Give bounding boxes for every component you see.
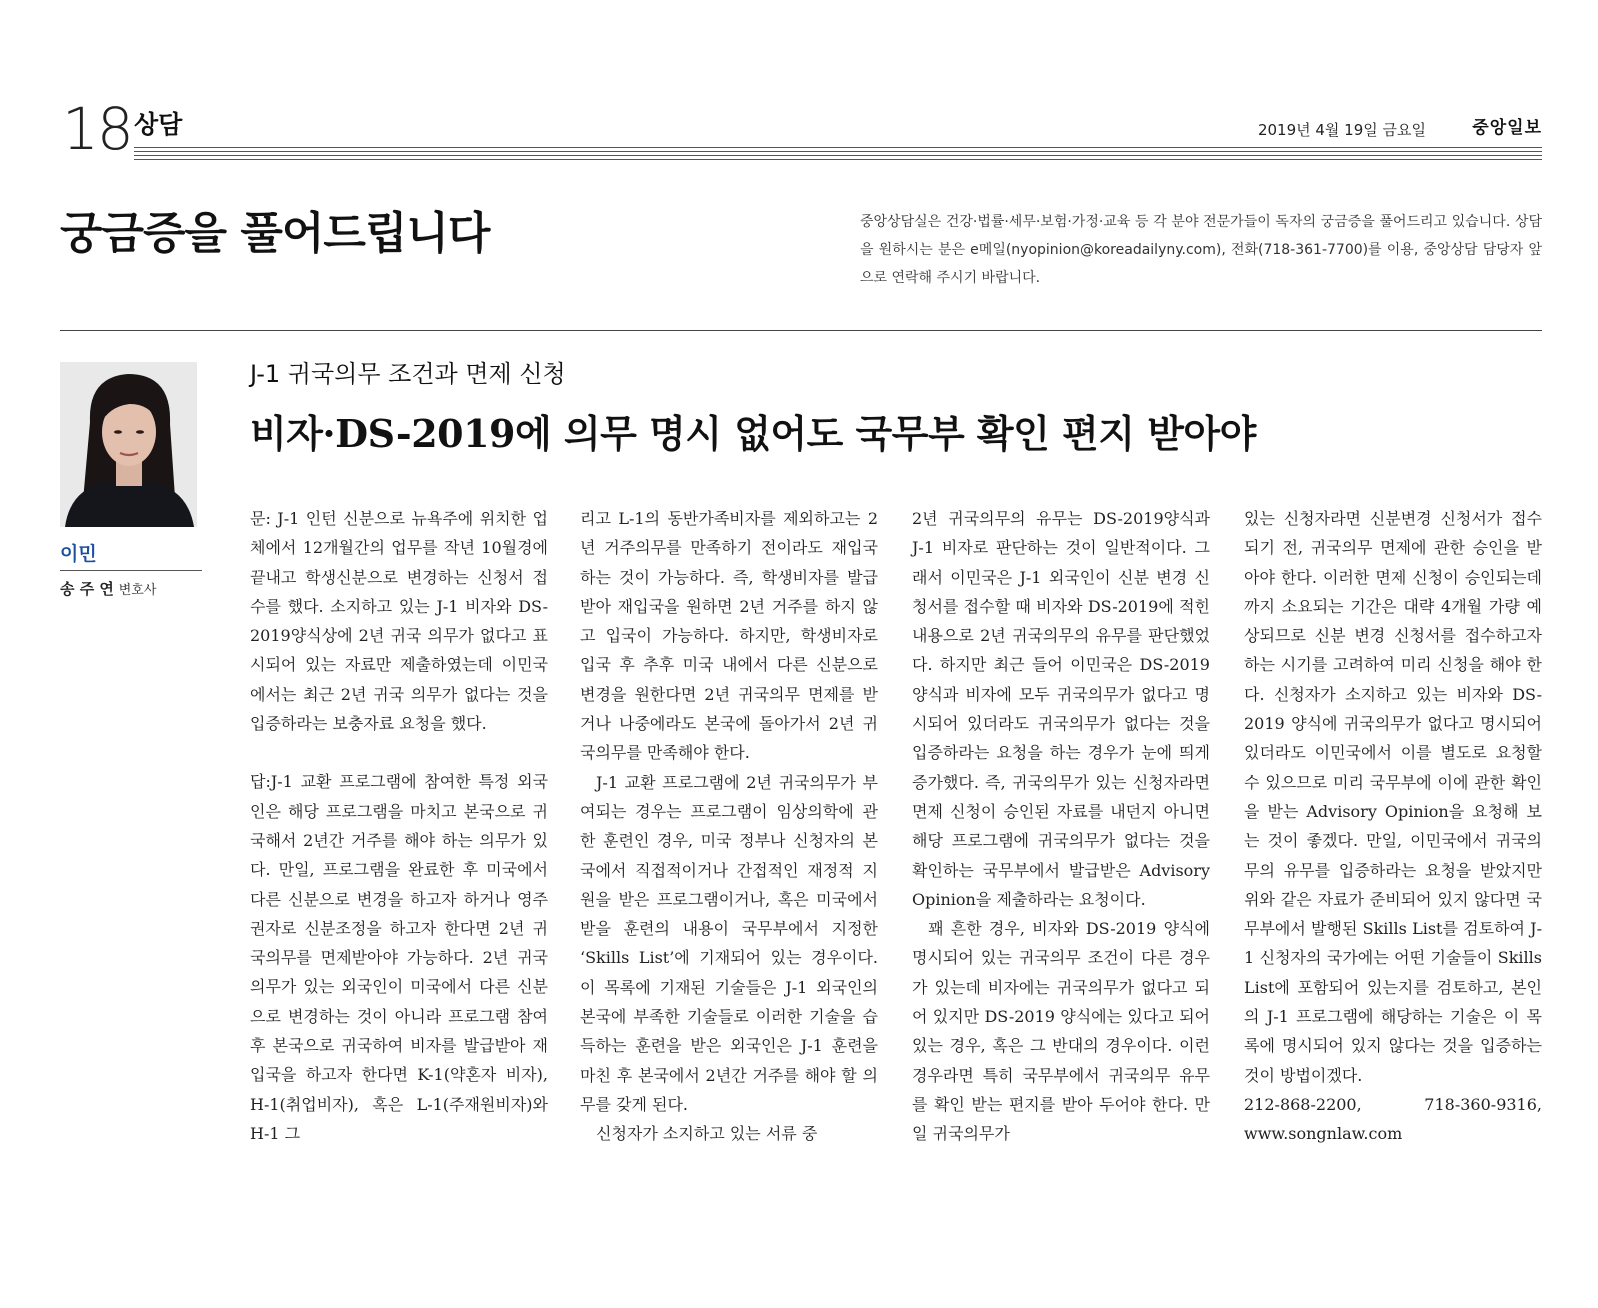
banner-divider bbox=[60, 330, 1542, 331]
author-byline bbox=[60, 578, 156, 602]
author-title: 변호사 bbox=[118, 583, 157, 598]
article-column-2 bbox=[580, 504, 878, 1149]
answer-paragraph-3a: 신청자가 소지하고 있는 서류 중 bbox=[596, 1124, 818, 1144]
header-rule bbox=[134, 147, 1542, 163]
question-paragraph: 문: J-1 인턴 신분으로 뉴욕주에 위치한 업체에서 12개월간의 업무를 작년 10월경에 끝내고 학생신분으로 변경하는 신청서 접수를 했다. 소지하고 있는 J-1 비자와 DS-2019양식상에 2년 귀국 의무가 없다고 표시되어 있는 자료만 제출하였는데 이민국에서는 최근 2년 귀국 의무가 없다는 것을 입증하라는 보충자료 요청을 했다. bbox=[250, 509, 548, 734]
article-column-4 bbox=[1244, 504, 1542, 1149]
answer-paragraph-3b: 2년 귀국의무의 유무는 DS-2019양식과 J-1 비자로 판단하는 것이 일반적이다. 그래서 이민국은 J-1 외국인이 신분 변경 신청서를 접수할 때 비자와 DS-2019에 적힌 내용으로 2년 귀국의무의 유무를 판단했었다. 하지만 최근 들어 이민국은 DS-2019 양식과 비자에 모두 귀국의무가 없다고 명시되어 있더라도 귀국의무가 없다는 것을 입증하라는 요청을 하는 경우가 눈에 띄게 증가했다. 즉, 귀국의무가 있는 신청자라면 면제 신청이 승인된 자료를 내던지 아니면 해당 프로그램에 귀국의무가 없다는 것을 확인하는 국무부에서 발급받은 Advisory Opinion을 제출하라는 요청이다. bbox=[912, 509, 1210, 909]
article-column-3 bbox=[912, 504, 1210, 1149]
answer-paragraph-1a: 답:J-1 교환 프로그램에 참여한 특정 외국인은 해당 프로그램을 마치고 본국으로 귀국해서 2년간 거주를 해야 하는 의무가 있다. 만일, 프로그램을 완료한 후 미국에서 다른 신분으로 변경을 하고자 하거나 영주권자로 신분조정을 하고자 한다면 2년 귀국의무를 면제받아야 가능하다. 2년 귀국의무가 있는 외국인이 미국에서 다른 신분으로 변경하는 것이 아니라 프로그램 참여 후 본국으로 귀국하여 비자를 발급받아 재입국을 하고자 한다면 K-1(약혼자 비자), H-1(취업비자), 혹은 L-1(주재원비자)와 H-1 그 bbox=[250, 772, 548, 1143]
author-name: 송 주 연 bbox=[60, 580, 114, 598]
author-photo bbox=[60, 362, 197, 527]
banner-description: 중앙상담실은 건강·법률·세무·보험·가정·교육 등 각 분야 전문가들이 독자의 궁금증을 풀어드리고 있습니다. 상담을 원하시는 분은 e메일(nyopinion@koreadailyny.com), 전화(718-361-7700)를 이용, 중앙상담 담당자 앞으로 연락해 주시기 바랍니다. bbox=[860, 214, 1542, 286]
section-name: 상담 bbox=[134, 110, 183, 139]
author-divider bbox=[60, 570, 202, 571]
author-category: 이민 bbox=[60, 543, 97, 565]
answer-paragraph-1b: 리고 L-1의 동반가족비자를 제외하고는 2년 거주의무를 만족하기 전이라도 재입국하는 것이 가능하다. 즉, 학생비자를 발급받아 재입국을 원하면 2년 거주를 하지 않고 입국이 가능하다. 하지만, 학생비자로 입국 후 추후 미국 내에서 다른 신분으로 변경을 원한다면 2년 귀국의무 면제를 받거나 나중에라도 본국에 돌아가서 2년 귀국의무를 만족해야 한다. bbox=[580, 509, 878, 763]
issue-date: 2019년 4월 19일 금요일 bbox=[1257, 121, 1426, 139]
article-headline: 비자·DS-2019에 의무 명시 없어도 국무부 확인 편지 받아야 bbox=[250, 411, 1256, 456]
answer-paragraph-2: J-1 교환 프로그램에 2년 귀국의무가 부여되는 경우는 프로그램이 임상의학에 관한 훈련인 경우, 미국 정부나 신청자의 본국에서 직접적이거나 간접적인 재정적 지원을 받은 프로그램이거나, 혹은 미국에서 받을 훈련의 내용이 국무부에서 지정한 ‘Skills List’에 기재되어 있는 경우이다. 이 목록에 기재된 기술들은 J-1 외국인의 본국에 부족한 기술들로 이러한 기술을 습득하는 훈련을 받은 외국인은 J-1 훈련을 마친 후 본국에서 2년간 거주를 해야 할 의무를 갖게 된다. bbox=[580, 772, 878, 1114]
masthead-logo: 중앙일보 bbox=[1472, 118, 1542, 138]
contact-info: 212-868-2200, 718-360-9316, www.songnlaw.com bbox=[1244, 1094, 1542, 1144]
article-column-1 bbox=[250, 504, 548, 1148]
page-number: 18 bbox=[62, 95, 132, 163]
banner-title: 궁금증을 풀어드립니다 bbox=[60, 208, 490, 259]
answer-paragraph-4b: 있는 신청자라면 신분변경 신청서가 접수되기 전, 귀국의무 면제에 관한 승인을 받아야 한다. 이러한 면제 신청이 승인되는데 까지 소요되는 기간은 대략 4개월 가량 예상되므로 신분 변경 신청서를 접수하고자 하는 시기를 고려하여 미리 신청을 해야 한다. 신청자가 소지하고 있는 비자와 DS-2019 양식에 귀국의무가 없다고 명시되어 있더라도 이민국에서 이를 별도로 요청할 수 있으므로 미리 국무부에 이에 관한 확인을 받는 Advisory Opinion을 요청해 보는 것이 좋겠다. 만일, 이민국에서 귀국의무의 유무를 입증하라는 요청을 받았지만 위와 같은 자료가 준비되어 있지 않다면 국무부에서 발행된 Skills List를 검토하여 J-1 신청자의 국가에는 어떤 기술들이 Skills List에 포함되어 있는지를 검토하고, 본인의 J-1 프로그램에 해당하는 기술은 이 목록에 명시되어 있지 않다는 것을 입증하는 것이 방법이겠다. bbox=[1244, 509, 1542, 1085]
article-subhead: J-1 귀국의무 조건과 면제 신청 bbox=[250, 360, 566, 388]
answer-paragraph-4a: 꽤 흔한 경우, 비자와 DS-2019 양식에 명시되어 있는 귀국의무 조건이 다른 경우가 있는데 비자에는 귀국의무가 없다고 되어 있지만 DS-2019 양식에는 있다고 되어 있는 경우, 혹은 그 반대의 경우이다. 이런 경우라면 특히 국무부에서 귀국의무 유무를 확인 받는 편지를 받아 두어야 한다. 만일 귀국의무가 bbox=[912, 919, 1210, 1144]
